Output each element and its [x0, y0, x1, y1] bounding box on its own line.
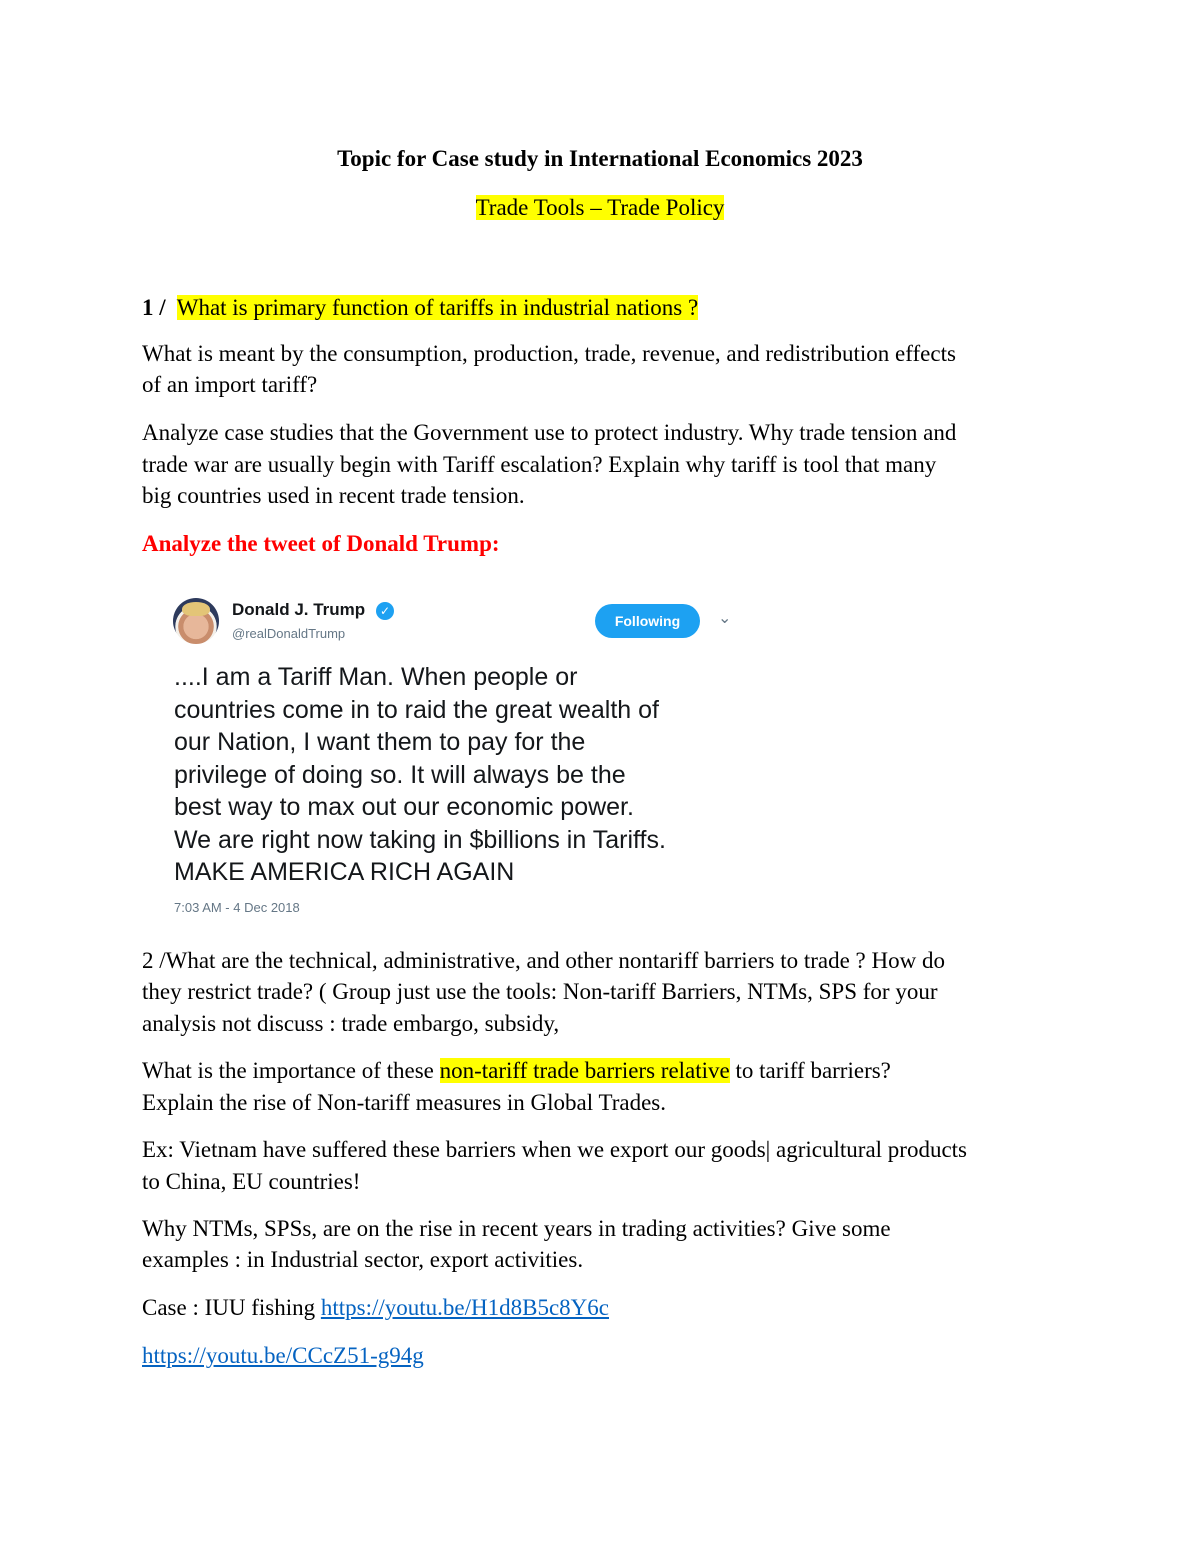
q2-line-3: analysis not discuss : trade embargo, subsidy, [142, 1011, 560, 1036]
subtitle-highlight: Trade Tools – Trade Policy [475, 195, 725, 220]
analyze-tweet-heading: Analyze the tweet of Donald Trump: [142, 531, 500, 556]
importance-text-post: to tariff barriers? [729, 1058, 891, 1083]
tweet-text-line: best way to max out our economic power. [174, 793, 634, 821]
youtube-link-1[interactable]: https://youtu.be/H1d8B5c8Y6c [320, 1295, 609, 1320]
chevron-down-icon[interactable]: ⌄ [718, 610, 732, 627]
page-subtitle [0, 192, 1200, 224]
tweet-text-line: MAKE AMERICA RICH AGAIN [174, 858, 515, 886]
verified-badge-icon: ✓ [376, 602, 394, 620]
tweet-text-line: We are right now taking in $billions in Tariffs. [174, 825, 666, 854]
page-title: Topic for Case study in International Economics 2023 [337, 146, 863, 171]
q2-why-line-1: Why NTMs, SPSs, are on the rise in recent years in trading activities? Give some [142, 1216, 891, 1241]
q2-line-1: 2 /What are the technical, administrative, and other nontariff barriers to trade ? How do [142, 948, 945, 973]
q1-paragraph-1-line-2: of an import tariff? [142, 372, 318, 397]
question-1-number: 1 / [142, 295, 166, 320]
tweet-text [174, 661, 744, 889]
importance-text-pre: What is the importance of these [142, 1058, 440, 1083]
case-label: Case : IUU fishing [142, 1295, 321, 1320]
q2-importance-line-1 [142, 1055, 891, 1087]
q1-paragraph-1-line-1: What is meant by the consumption, production, trade, revenue, and redistribution effects [142, 341, 956, 366]
youtube-link-2[interactable]: https://youtu.be/CCcZ51-g94g [142, 1343, 424, 1368]
importance-highlight: non-tariff trade barriers relative [439, 1058, 730, 1083]
following-button[interactable]: Following [595, 604, 700, 638]
q1-paragraph-2-line-1: Analyze case studies that the Government use to protect industry. Why trade tension and [142, 420, 957, 445]
tweet-text-line: our Nation, I want them to pay for the [174, 728, 586, 756]
avatar [173, 598, 219, 644]
tweet-text-line: countries come in to raid the great wealth of [174, 695, 659, 724]
tweet-text-line: ....I am a Tariff Man. When people or [174, 663, 578, 691]
tweet-text-line: privilege of doing so. It will always be the [174, 760, 626, 789]
q1-paragraph-2-line-2: trade war are usually begin with Tariff escalation? Explain why tariff is tool that many [142, 452, 937, 477]
q1-paragraph-2-line-3: big countries used in recent trade tension. [142, 483, 525, 508]
tweet-timestamp: 7:03 AM - 4 Dec 2018 [174, 900, 300, 915]
q2-importance-line-2: Explain the rise of Non-tariff measures in Global Trades. [142, 1090, 666, 1115]
question-1-highlight: What is primary function of tariffs in industrial nations ? [176, 295, 699, 320]
q2-example-line-1: Ex: Vietnam have suffered these barriers when we export our goods| agricultural products [142, 1137, 968, 1162]
link-line [142, 1340, 424, 1372]
q2-example-line-2: to China, EU countries! [142, 1169, 361, 1194]
tweet-author-handle: @realDonaldTrump [232, 626, 346, 641]
tweet-author-name: Donald J. Trump [232, 600, 366, 619]
question-1-heading [142, 292, 698, 324]
case-line [142, 1292, 609, 1324]
q2-why-line-2: examples : in Industrial sector, export activities. [142, 1247, 584, 1272]
tweet-card [150, 578, 750, 933]
q2-line-2: they restrict trade? ( Group just use the tools: Non-tariff Barriers, NTMs, SPS for your [142, 979, 938, 1004]
